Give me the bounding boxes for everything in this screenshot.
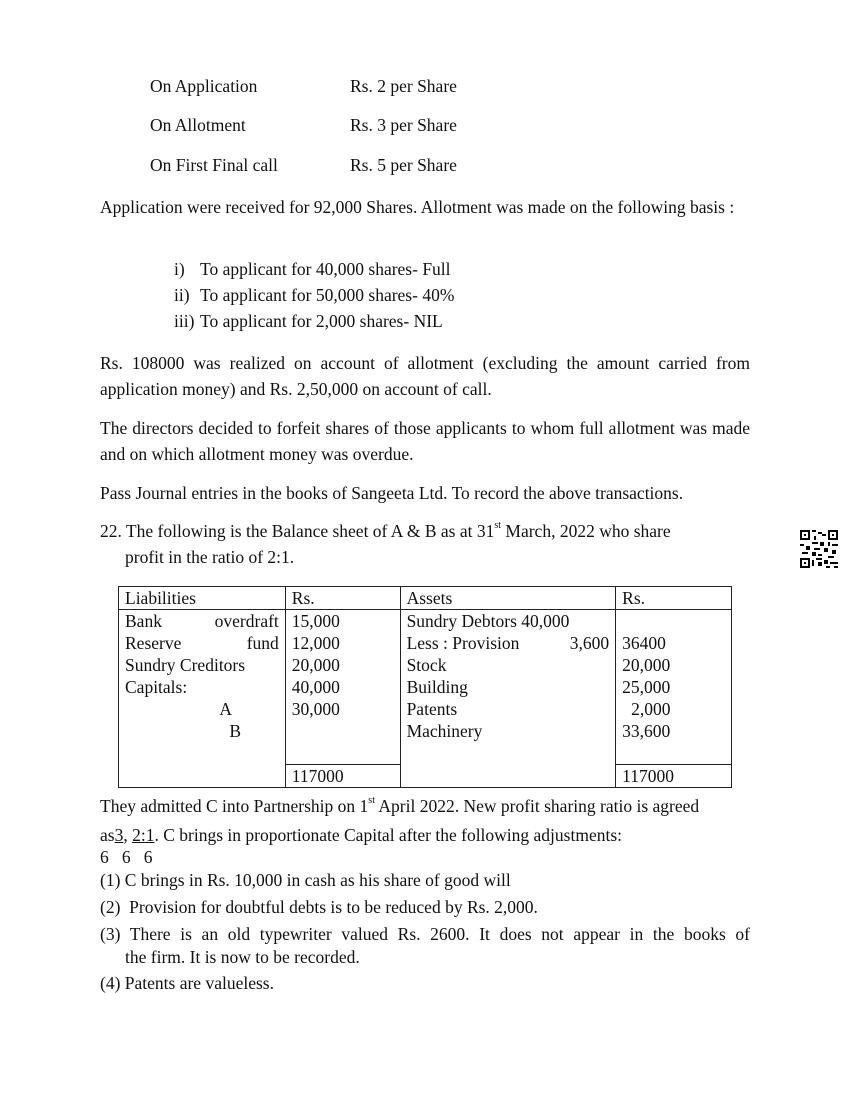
- liability-name: Sundry Creditors: [125, 655, 246, 675]
- term-allotment-amount: Rs. 3 per Share: [350, 115, 457, 135]
- asset-sub-amount: 3,600: [569, 633, 610, 653]
- basis-num: iii): [174, 311, 195, 331]
- asset-amount: 20,000: [622, 655, 671, 675]
- assets-amount-column: [616, 610, 732, 765]
- q22-sup: st: [494, 520, 502, 532]
- header-liabilities: Liabilities: [119, 587, 286, 610]
- adjustment-2: (2) Provision for doubtful debts is to be reduced by Rs. 2,000.: [100, 897, 538, 917]
- term-call-label: On First Final call: [150, 155, 278, 175]
- liability-name-b: B: [229, 721, 241, 741]
- header-assets: Assets: [400, 587, 616, 610]
- liabilities-amount-column: [285, 610, 400, 765]
- asset-item: [407, 632, 610, 654]
- asset-name: Less : Provision: [406, 633, 520, 653]
- liabilities-column: [119, 610, 286, 765]
- admission-line2: as3, 2:1. C brings in proportionate Capital after the following adjustments:: [100, 825, 623, 845]
- pass-entries-paragraph: Pass Journal entries in the books of Sangeeta Ltd. To record the above transactions.: [100, 483, 684, 503]
- balance-sheet-table: [118, 586, 732, 788]
- liability-name: Reserve: [125, 633, 182, 653]
- asset-name: Building: [406, 677, 468, 697]
- term-call-amount: Rs. 5 per Share: [350, 155, 457, 175]
- liability-amount: 30,000: [291, 699, 340, 719]
- table-body-row: [119, 610, 732, 765]
- liability-name-b: A: [219, 699, 232, 719]
- asset-amount: 36400: [622, 633, 666, 653]
- liability-name: Bank: [125, 611, 162, 631]
- asset-amount: 33,600: [622, 721, 671, 741]
- adjustment-4: (4) Patents are valueless.: [100, 973, 274, 993]
- applications-paragraph: Application were received for 92,000 Shares. Allotment was made on the following basis :: [100, 197, 735, 217]
- liability-item: [125, 676, 279, 720]
- liability-item: [125, 654, 279, 676]
- adjustment-3: (3) There is an old typewriter valued Rs. 2600. It does not appear in the books of: [100, 924, 750, 944]
- admission-text-a: They admitted C into Partnership on 1: [100, 796, 369, 816]
- basis-text: To applicant for 2,000 shares- NIL: [200, 311, 443, 331]
- asset-name: Sundry Debtors 40,000: [406, 611, 570, 631]
- ratio-numerator-2: 2: [132, 825, 141, 845]
- term-allotment-label: On Allotment: [150, 115, 246, 135]
- asset-amount: 2,000: [631, 699, 671, 719]
- as-text: as: [100, 825, 115, 845]
- basis-num: ii): [174, 285, 190, 305]
- total-assets: 117000: [616, 764, 732, 787]
- forfeit-paragraph: The directors decided to forfeit shares of those applicants to whom full allotment was made and on which allotment money was overdue.: [100, 418, 750, 464]
- liability-item: [125, 720, 279, 742]
- total-liabilities: 117000: [285, 764, 400, 787]
- liability-name-b: overdraft: [214, 611, 279, 631]
- basis-item-2: [174, 285, 455, 306]
- admission-text-b: April 2022. New profit sharing ratio is agreed: [374, 796, 700, 816]
- header-rs-assets: Rs.: [616, 587, 732, 610]
- adjustment-1: (1) C brings in Rs. 10,000 in cash as his share of good will: [100, 870, 511, 890]
- liability-amount: 12,000: [291, 633, 340, 653]
- asset-name: Machinery: [406, 721, 483, 741]
- adjustment-3-continued: the firm. It is now to be recorded.: [125, 947, 360, 967]
- liability-amount: 20,000: [291, 655, 340, 675]
- asset-amount: 25,000: [622, 677, 671, 697]
- basis-text: To applicant for 50,000 shares- 40%: [200, 285, 455, 305]
- term-application-label: On Application: [150, 76, 258, 96]
- q22-text-b: March, 2022 who share: [501, 521, 671, 541]
- basis-item-1: [174, 259, 451, 280]
- ratio-numerator-1: 3: [114, 825, 124, 845]
- liability-name: Capitals:: [125, 677, 188, 697]
- liability-item: [125, 610, 279, 632]
- liability-amount: 15,000: [291, 611, 340, 631]
- admission-line1: [100, 796, 699, 817]
- term-application-amount: Rs. 2 per Share: [350, 76, 457, 96]
- header-rs-liabilities: Rs.: [285, 587, 400, 610]
- table-header-row: [119, 587, 732, 610]
- basis-item-3: [174, 311, 443, 332]
- admission-sup: st: [368, 795, 375, 807]
- asset-name: Patents: [406, 699, 458, 719]
- q22-text-a: 22. The following is the Balance sheet of A & B as at 31: [100, 521, 495, 541]
- total-liabilities-label: [119, 764, 286, 787]
- asset-name: Stock: [406, 655, 447, 675]
- ratio-denominators: 6 6 6: [100, 847, 153, 867]
- liability-name-b: fund: [246, 633, 279, 653]
- admission-rest: . C brings in proportionate Capital after the following adjustments:: [154, 825, 623, 845]
- liability-item: [125, 632, 279, 654]
- liability-amount: 40,000: [291, 677, 340, 697]
- question-22-line2: profit in the ratio of 2:1.: [125, 547, 295, 567]
- realized-paragraph: Rs. 108000 was realized on account of allotment (excluding the amount carried from application money) and Rs. 2,50,000 on account of call.: [100, 353, 750, 399]
- basis-num: i): [174, 259, 185, 279]
- question-22-line1: [100, 521, 671, 542]
- basis-text: To applicant for 40,000 shares- Full: [200, 259, 451, 279]
- qr-code-icon: [800, 530, 838, 568]
- assets-column: [400, 610, 616, 788]
- ratio-numerator-3: 1: [145, 825, 155, 845]
